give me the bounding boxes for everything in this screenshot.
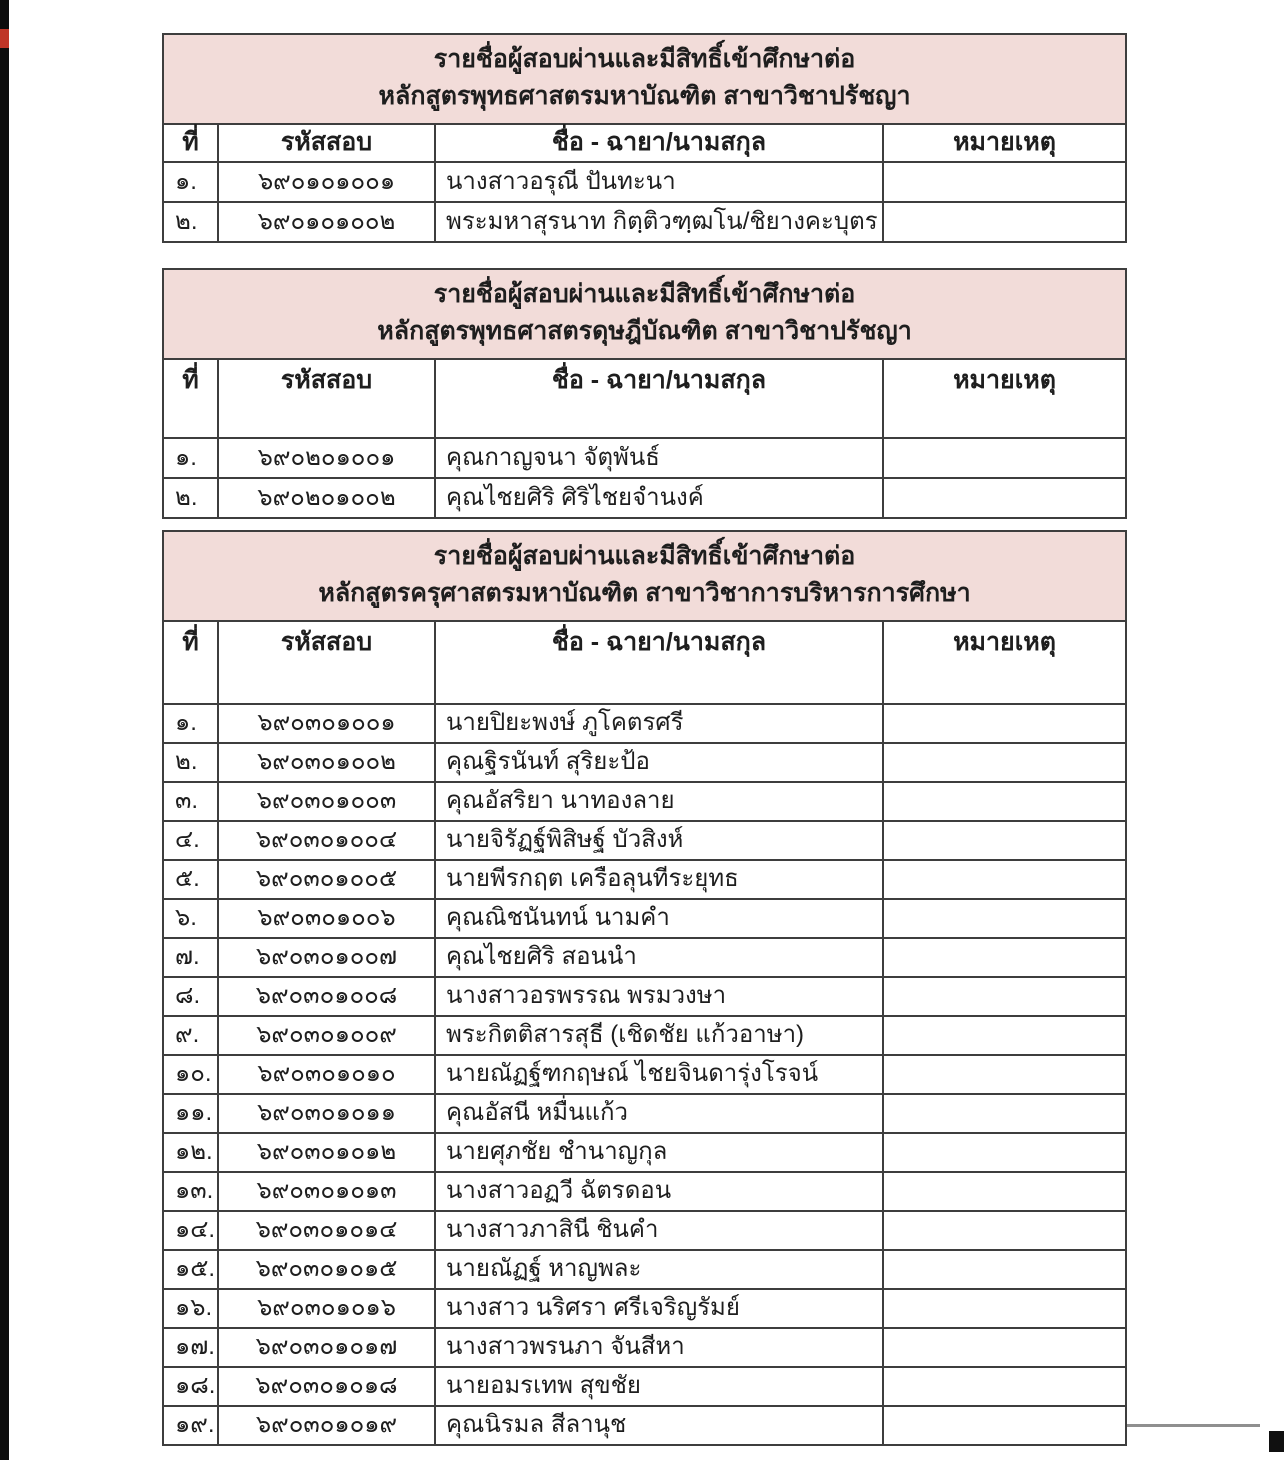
cell-code: ๖๙๐๓๐๑๐๑๘ <box>218 1367 435 1406</box>
cell-no: ๑๕. <box>163 1250 218 1289</box>
cell-name: นายศุภชัย ชำนาญกุล <box>435 1133 883 1172</box>
cell-no: ๗. <box>163 938 218 977</box>
col-header-remarks: หมายเหตุ <box>883 621 1126 704</box>
table-row <box>163 478 1126 518</box>
cell-name: นายณัฏฐ์ หาญพละ <box>435 1250 883 1289</box>
col-header-name: ชื่อ - ฉายา/นามสกุล <box>435 124 883 162</box>
table-title-line2: หลักสูตรพุทธศาสตรมหาบัณฑิต สาขาวิชาปรัชญา <box>378 81 911 110</box>
cell-no: ๒. <box>163 202 218 242</box>
table-row <box>163 782 1126 821</box>
cell-name: คุณอัสริยา นาทองลาย <box>435 782 883 821</box>
cell-no: ๖. <box>163 899 218 938</box>
cell-code: ๖๙๐๓๐๑๐๑๖ <box>218 1289 435 1328</box>
cell-no: ๕. <box>163 860 218 899</box>
cell-no: ๑. <box>163 704 218 743</box>
col-header-remarks: หมายเหตุ <box>883 124 1126 162</box>
cell-note <box>883 860 1126 899</box>
table-row <box>163 1406 1126 1445</box>
cell-note <box>883 1016 1126 1055</box>
table-row <box>163 938 1126 977</box>
col-header-exam-code: รหัสสอบ <box>218 359 435 438</box>
cell-code: ๖๙๐๓๐๑๐๐๗ <box>218 938 435 977</box>
cell-name: คุณกาญจนา จัตุพันธ์ <box>435 438 883 478</box>
table-row <box>163 1211 1126 1250</box>
cell-note <box>883 821 1126 860</box>
cell-code: ๖๙๐๓๐๑๐๐๒ <box>218 743 435 782</box>
table-buddhist-doctorate-philosophy <box>162 268 1127 519</box>
cell-code: ๖๙๐๑๐๑๐๐๑ <box>218 162 435 202</box>
cell-name: นายอมรเทพ สุขชัย <box>435 1367 883 1406</box>
cell-name: นายณัฏฐ์ฑกฤษณ์ ไชยจินดารุ่งโรจน์ <box>435 1055 883 1094</box>
cell-no: ๑๘. <box>163 1367 218 1406</box>
col-header-remarks: หมายเหตุ <box>883 359 1126 438</box>
cell-note <box>883 1172 1126 1211</box>
table-row <box>163 860 1126 899</box>
cell-note <box>883 1250 1126 1289</box>
cell-code: ๖๙๐๓๐๑๐๐๘ <box>218 977 435 1016</box>
table-row <box>163 438 1126 478</box>
cell-no: ๑๗. <box>163 1328 218 1367</box>
cell-name: คุณณิชนันทน์ นามคำ <box>435 899 883 938</box>
table-row <box>163 743 1126 782</box>
scan-edge-left-bar <box>0 0 9 1460</box>
cell-note <box>883 202 1126 242</box>
table-title-line1: รายชื่อผู้สอบผ่านและมีสิทธิ์เข้าศึกษาต่อ <box>433 45 856 73</box>
table-title-line2: หลักสูตรครุศาสตรมหาบัณฑิต สาขาวิชาการบริหารการศึกษา <box>318 578 971 607</box>
table-title-line1: รายชื่อผู้สอบผ่านและมีสิทธิ์เข้าศึกษาต่อ <box>433 542 856 570</box>
cell-name: คุณไชยศิริ ศิริไชยจำนงค์ <box>435 478 883 518</box>
cell-code: ๖๙๐๒๐๑๐๐๑ <box>218 438 435 478</box>
cell-note <box>883 1406 1126 1445</box>
column-header-row <box>163 359 1126 438</box>
cell-note <box>883 1094 1126 1133</box>
cell-code: ๖๙๐๑๐๑๐๐๒ <box>218 202 435 242</box>
cell-name: นางสาว นริศรา ศรีเจริญรัมย์ <box>435 1289 883 1328</box>
cell-code: ๖๙๐๓๐๑๐๐๙ <box>218 1016 435 1055</box>
table-title-line2: หลักสูตรพุทธศาสตรดุษฎีบัณฑิต สาขาวิชาปรัชญา <box>377 316 912 345</box>
cell-no: ๑. <box>163 438 218 478</box>
cell-name: คุณไชยศิริ สอนนำ <box>435 938 883 977</box>
cell-name: พระกิตติสารสุธี (เชิดชัย แก้วอาษา) <box>435 1016 883 1055</box>
cell-no: ๑๑. <box>163 1094 218 1133</box>
cell-name: นายปิยะพงษ์ ภูโคตรศรี <box>435 704 883 743</box>
table-row <box>163 1133 1126 1172</box>
cell-name: พระมหาสุรนาท กิตฺติวฑฺฒโน/ชิยางคะบุตร <box>435 202 883 242</box>
table-title <box>163 34 1126 124</box>
cell-code: ๖๙๐๒๐๑๐๐๒ <box>218 478 435 518</box>
col-header-no: ที่ <box>163 124 218 162</box>
table-row <box>163 1016 1126 1055</box>
cell-code: ๖๙๐๓๐๑๐๐๓ <box>218 782 435 821</box>
cell-note <box>883 1328 1126 1367</box>
cell-note <box>883 743 1126 782</box>
cell-name: นางสาวพรนภา จันสีหา <box>435 1328 883 1367</box>
cell-name: นายพีรกฤต เครือลุนทีระยุทธ <box>435 860 883 899</box>
cell-code: ๖๙๐๓๐๑๐๑๑ <box>218 1094 435 1133</box>
cell-no: ๑๐. <box>163 1055 218 1094</box>
cell-note <box>883 938 1126 977</box>
cell-no: ๑๓. <box>163 1172 218 1211</box>
table-row <box>163 202 1126 242</box>
scan-edge-red-mark <box>0 29 9 48</box>
cell-name: คุณอัสนี หมื่นแก้ว <box>435 1094 883 1133</box>
table-title-line1: รายชื่อผู้สอบผ่านและมีสิทธิ์เข้าศึกษาต่อ <box>433 280 856 308</box>
cell-code: ๖๙๐๓๐๑๐๐๑ <box>218 704 435 743</box>
table-row <box>163 1328 1126 1367</box>
table-row <box>163 162 1126 202</box>
cell-name: นางสาวอฏวี ฉัตรดอน <box>435 1172 883 1211</box>
cell-note <box>883 438 1126 478</box>
cell-code: ๖๙๐๓๐๑๐๑๗ <box>218 1328 435 1367</box>
table-row <box>163 1172 1126 1211</box>
cell-name: นายจิรัฏฐ์พิสิษฐ์ บัวสิงห์ <box>435 821 883 860</box>
scan-edge-bottom-line <box>1124 1424 1260 1427</box>
table-row <box>163 977 1126 1016</box>
cell-name: คุณนิรมล สีลานุช <box>435 1406 883 1445</box>
cell-no: ๙. <box>163 1016 218 1055</box>
cell-no: ๘. <box>163 977 218 1016</box>
table-row <box>163 704 1126 743</box>
cell-no: ๓. <box>163 782 218 821</box>
cell-code: ๖๙๐๓๐๑๐๑๙ <box>218 1406 435 1445</box>
table-row <box>163 1367 1126 1406</box>
col-header-no: ที่ <box>163 621 218 704</box>
col-header-name: ชื่อ - ฉายา/นามสกุล <box>435 621 883 704</box>
table-row <box>163 821 1126 860</box>
cell-name: นางสาวอรพรรณ พรมวงษา <box>435 977 883 1016</box>
table-buddhist-masters-philosophy <box>162 33 1127 243</box>
cell-note <box>883 977 1126 1016</box>
cell-no: ๑๔. <box>163 1211 218 1250</box>
cell-note <box>883 1367 1126 1406</box>
cell-no: ๔. <box>163 821 218 860</box>
col-header-exam-code: รหัสสอบ <box>218 124 435 162</box>
cell-code: ๖๙๐๓๐๑๐๑๔ <box>218 1211 435 1250</box>
table-row <box>163 1055 1126 1094</box>
cell-no: ๒. <box>163 478 218 518</box>
cell-no: ๑๒. <box>163 1133 218 1172</box>
cell-note <box>883 782 1126 821</box>
table-row <box>163 1094 1126 1133</box>
table-row <box>163 1250 1126 1289</box>
cell-note <box>883 1211 1126 1250</box>
column-header-row <box>163 124 1126 162</box>
cell-no: ๑๖. <box>163 1289 218 1328</box>
table-title <box>163 531 1126 621</box>
cell-code: ๖๙๐๓๐๑๐๑๒ <box>218 1133 435 1172</box>
cell-note <box>883 704 1126 743</box>
table-row <box>163 899 1126 938</box>
cell-code: ๖๙๐๓๐๑๐๑๕ <box>218 1250 435 1289</box>
col-header-name: ชื่อ - ฉายา/นามสกุล <box>435 359 883 438</box>
cell-code: ๖๙๐๓๐๑๐๑๓ <box>218 1172 435 1211</box>
col-header-no: ที่ <box>163 359 218 438</box>
col-header-exam-code: รหัสสอบ <box>218 621 435 704</box>
scan-edge-bottom-right-mark <box>1269 1431 1284 1452</box>
cell-code: ๖๙๐๓๐๑๐๐๔ <box>218 821 435 860</box>
cell-code: ๖๙๐๓๐๑๐๐๕ <box>218 860 435 899</box>
cell-no: ๑๙. <box>163 1406 218 1445</box>
table-education-masters-admin <box>162 530 1127 1446</box>
cell-note <box>883 478 1126 518</box>
table-row <box>163 1289 1126 1328</box>
cell-no: ๑. <box>163 162 218 202</box>
cell-code: ๖๙๐๓๐๑๐๑๐ <box>218 1055 435 1094</box>
cell-name: คุณฐิรนันท์ สุริยะป้อ <box>435 743 883 782</box>
cell-note <box>883 1133 1126 1172</box>
cell-note <box>883 162 1126 202</box>
cell-note <box>883 1289 1126 1328</box>
table-title <box>163 269 1126 359</box>
column-header-row <box>163 621 1126 704</box>
cell-note <box>883 1055 1126 1094</box>
cell-name: นางสาวภาสินี ชินคำ <box>435 1211 883 1250</box>
cell-code: ๖๙๐๓๐๑๐๐๖ <box>218 899 435 938</box>
cell-name: นางสาวอรุณี ปันทะนา <box>435 162 883 202</box>
cell-note <box>883 899 1126 938</box>
cell-no: ๒. <box>163 743 218 782</box>
